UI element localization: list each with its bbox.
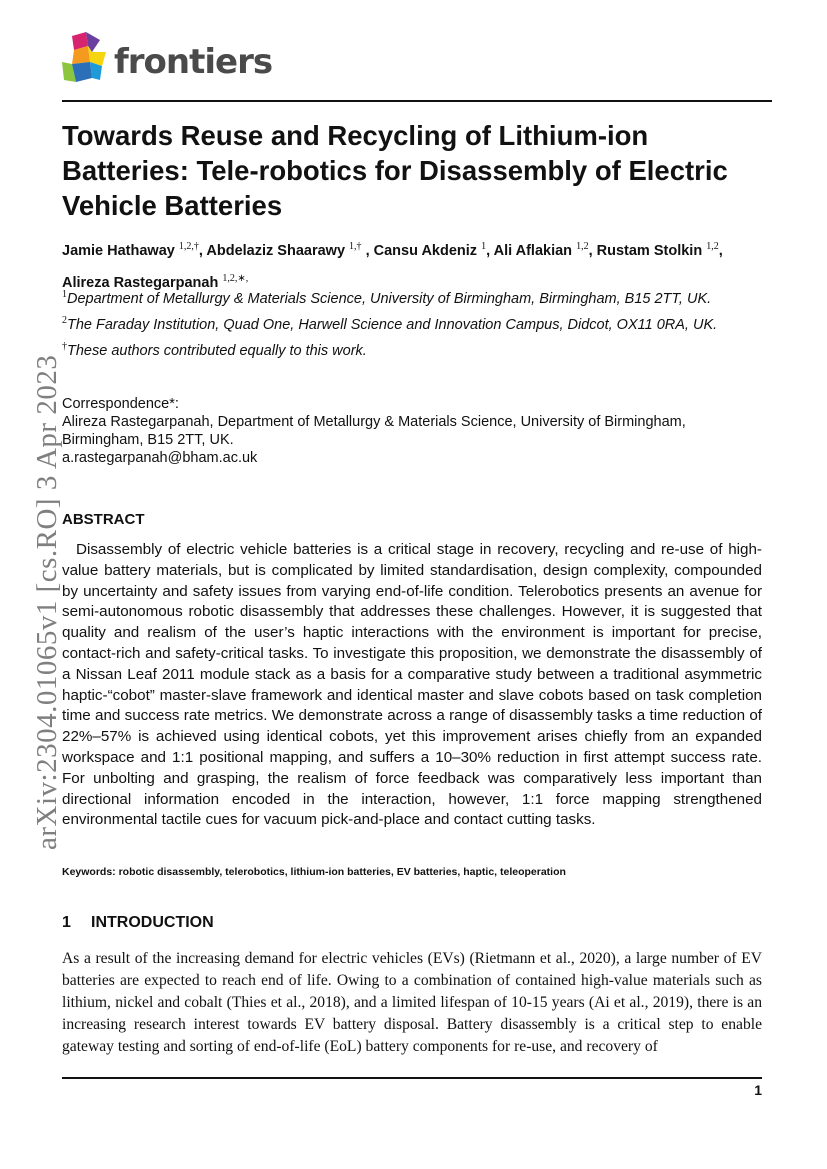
author-name: Cansu Akdeniz — [373, 242, 478, 259]
footer-rule — [62, 1077, 762, 1079]
affiliation-mark: † — [62, 340, 67, 352]
author-separator: , — [198, 242, 207, 259]
brand-name: frontiers — [114, 42, 273, 82]
author — [206, 243, 373, 259]
introduction-body: As a result of the increasing demand for electric vehicles (EVs) (Rietmann et al., 2020), a large number of EV batteries are expected to reach end of life. Owing to a combination of contained high-value materials such as lithium, nickel and cobalt (Thies et al., 2018), and a limited lifespan of 10-15 years (Ai et al., 2019), there is an increasing research interest towards EV battery disposal. Battery disassembly is a critical step to enable gateway testing and sorting of end-of-life (EoL) battery components for re-use, and recovery of — [62, 950, 762, 1055]
author-name: Abdelaziz Shaarawy — [206, 242, 346, 259]
author — [597, 243, 723, 259]
author-affil-mark: 1,† — [349, 241, 362, 252]
correspondence-label: Correspondence*: — [62, 396, 179, 412]
affiliation-text: Department of Metallurgy & Materials Science, University of Birmingham, Birmingham, B15 2TT, UK. — [67, 290, 712, 307]
author-separator: , — [718, 242, 723, 259]
affiliation-text: The Faraday Institution, Quad One, Harwell Science and Innovation Campus, Didcot, OX11 0RA, UK. — [67, 316, 718, 333]
affiliation-mark: 2 — [62, 314, 67, 326]
author — [374, 243, 494, 259]
frontiers-cube-icon — [62, 32, 110, 90]
affiliation-mark: 1 — [62, 289, 67, 300]
author-name: Alireza Rastegarpanah — [62, 274, 219, 291]
correspondence-address: Alireza Rastegarpanah, Department of Metallurgy & Materials Science, University of Birmingham, Birmingham, B15 2TT, UK. — [62, 414, 686, 448]
affiliation — [62, 310, 742, 336]
section-number: 1 — [62, 914, 71, 931]
correspondence-email[interactable]: a.rastegarpanah@bham.ac.uk — [62, 450, 258, 466]
paper-title: Towards Reuse and Recycling of Lithium-ion Batteries: Tele-robotics for Disassembly of Electric Vehicle Batteries — [62, 120, 728, 221]
author — [494, 243, 597, 259]
affiliation — [62, 284, 742, 310]
author-affil-mark: 1,2 — [706, 241, 719, 252]
author-name: Jamie Hathaway — [62, 242, 175, 259]
abstract-heading: ABSTRACT — [62, 511, 145, 528]
author-affil-mark: 1,2 — [576, 241, 589, 252]
author-separator: , — [361, 242, 374, 259]
keywords: Keywords: robotic disassembly, telerobotics, lithium-ion batteries, EV batteries, haptic, teleoperation — [62, 866, 566, 878]
affiliation — [62, 336, 742, 362]
correspondence — [62, 395, 752, 467]
author-separator: , — [486, 242, 494, 259]
page-number: 1 — [754, 1082, 762, 1098]
section-title: INTRODUCTION — [91, 914, 214, 931]
header-rule — [62, 100, 772, 102]
author-affil-mark: 1 — [481, 241, 487, 252]
author-separator: , — [588, 242, 597, 259]
affiliations — [62, 284, 742, 361]
author — [62, 243, 206, 259]
author-name: Ali Aflakian — [493, 242, 573, 259]
abstract-body: Disassembly of electric vehicle batteries is a critical stage in recovery, recycling and re-use of high-value battery materials, but is complicated by limited standardisation, design complexity, compounded by uncertainty and safety issues from varying end-of-life condition. Telerobotics presents an avenue for semi-autonomous robotic disassembly that addresses these challenges. However, it is suggested that quality and realism of the user’s haptic interactions with the environment is important for precise, contact-rich and safety-critical tasks. To investigate this proposition, we demonstrate the disassembly of a Nissan Leaf 2011 module stack as a basis for a comparative study between a traditional asymmetric haptic-“cobot” master-slave framework and identical master and slave cobots based on task completion time and success rate metrics. We demonstrate across a range of disassembly tasks a time reduction of 22%–57% is achieved using identical cobots, yet this improvement arises chiefly from an expanded workspace and 1:1 positional mapping, and suffers a 10–30% reduction in first attempt success rate. For unbolting and grasping, the realism of force feedback was comparatively less important than directional information encoded in the interaction, however, 1:1 force mapping strengthened environmental tactile cues for vacuum pick-and-place and contact cutting tasks. — [62, 541, 762, 829]
arxiv-stamp: arXiv:2304.01065v1 [cs.RO] 3 Apr 2023 — [31, 354, 63, 850]
section-heading — [62, 914, 214, 932]
author-affil-mark: 1,2,† — [178, 241, 199, 252]
author-name: Rustam Stolkin — [596, 242, 703, 259]
affiliation-text: These authors contributed equally to this work. — [67, 342, 367, 359]
author-affil-mark: 1,2,∗, — [222, 272, 249, 284]
